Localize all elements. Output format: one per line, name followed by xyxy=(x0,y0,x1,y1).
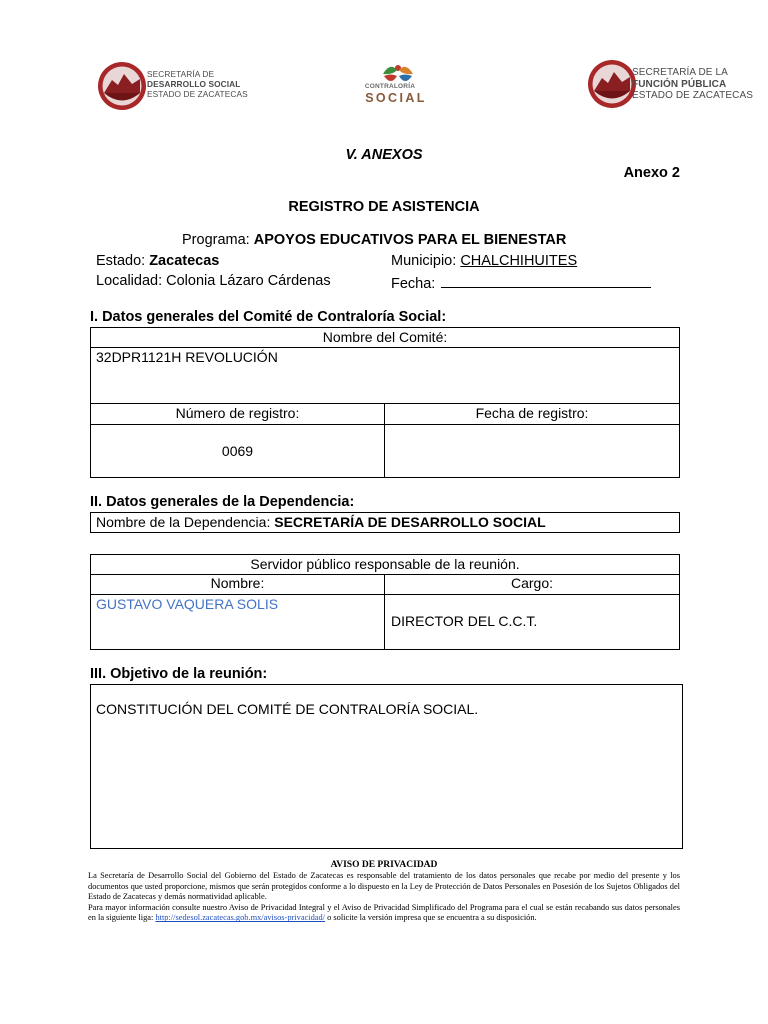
programa-label: Programa: xyxy=(182,232,250,248)
committee-name-header: Nombre del Comité: xyxy=(322,329,448,345)
dependency-table xyxy=(90,512,680,533)
programa-line xyxy=(182,232,566,248)
localidad-line xyxy=(96,273,331,289)
registration-number-value: 0069 xyxy=(221,443,254,459)
privacy-link[interactable]: http://sedesol.zacatecas.gob.mx/avisos-privacidad/ xyxy=(155,913,325,923)
logo-line: SECRETARÍA DE xyxy=(147,69,215,79)
divider xyxy=(91,424,679,425)
objective-box xyxy=(90,684,683,849)
logo-line: ESTADO DE ZACATECAS xyxy=(632,90,753,101)
divider xyxy=(91,347,679,348)
servant-table xyxy=(90,554,680,650)
dependency-row xyxy=(96,514,546,530)
municipio-label: Municipio: xyxy=(391,253,457,269)
logo-line: SECRETARÍA DE LA xyxy=(632,67,728,78)
dependency-value: SECRETARÍA DE DESARROLLO SOCIAL xyxy=(274,514,546,530)
page-title: REGISTRO DE ASISTENCIA xyxy=(288,199,480,215)
divider xyxy=(91,594,679,595)
localidad-value: Colonia Lázaro Cárdenas xyxy=(166,273,331,289)
programa-value: APOYOS EDUCATIVOS PARA EL BIENESTAR xyxy=(253,232,567,248)
privacy-notice xyxy=(88,871,680,924)
zacatecas-seal-icon xyxy=(96,60,148,112)
section-title: V. ANEXOS xyxy=(345,147,423,163)
dependency-label: Nombre de la Dependencia: xyxy=(96,514,271,530)
servant-role-value: DIRECTOR DEL C.C.T. xyxy=(391,613,538,629)
committee-section-title: I. Datos generales del Comité de Contraloría Social: xyxy=(90,309,447,325)
estado-value: Zacatecas xyxy=(149,253,220,269)
logo-line: ESTADO DE ZACATECAS xyxy=(147,89,248,99)
logo-line: SOCIAL xyxy=(365,91,427,105)
localidad-label: Localidad: xyxy=(96,273,163,289)
privacy-title: AVISO DE PRIVACIDAD xyxy=(330,860,438,870)
estado-label: Estado: xyxy=(96,253,146,269)
privacy-text: o solicite la versión impresa que se encuentra a su disposición. xyxy=(325,913,537,923)
committee-table xyxy=(90,327,680,478)
annex-label: Anexo 2 xyxy=(623,165,680,181)
servant-name-value: GUSTAVO VAQUERA SOLIS xyxy=(96,596,279,612)
municipio-value: CHALCHIHUITES xyxy=(460,253,578,269)
committee-name-value: 32DPR1121H REVOLUCIÓN xyxy=(96,349,278,365)
privacy-paragraph: La Secretaría de Desarrollo Social del Gobierno del Estado de Zacatecas es responsable del tratamiento de los datos personales que recabe por medio del presente y los documentos que usted proporcione, mismos que serán protegidos conforme a lo dispuesto en la Ley de Protección de Datos Personales en Posesión de los Sujetos Obligados del Estado de Zacatecas y demás normatividad aplicable. xyxy=(88,871,680,902)
logo-line: DESARROLLO SOCIAL xyxy=(147,79,241,89)
logo-line: CONTRALORÍA xyxy=(364,83,416,90)
privacy-paragraph xyxy=(88,903,680,924)
dependency-section-title: II. Datos generales de la Dependencia: xyxy=(90,494,355,510)
servant-name-header: Nombre: xyxy=(210,575,265,591)
divider xyxy=(91,403,679,404)
zacatecas-seal-icon xyxy=(586,58,638,110)
registration-number-header: Número de registro: xyxy=(175,405,300,421)
servant-role-header: Cargo: xyxy=(510,575,554,591)
fecha-label: Fecha: xyxy=(391,276,436,292)
servant-header: Servidor público responsable de la reunión. xyxy=(250,556,520,572)
objective-section-title: III. Objetivo de la reunión: xyxy=(90,666,268,682)
privacy-text: Para mayor información consulte nuestro Aviso de Privacidad Integral y el Aviso de Privacidad Simplificado del Programa para el cual se están recabando sus datos personales en la siguiente liga: xyxy=(88,902,680,923)
divider xyxy=(384,574,385,649)
estado-line xyxy=(96,253,219,269)
objective-value: CONSTITUCIÓN DEL COMITÉ DE CONTRALORÍA SOCIAL. xyxy=(96,701,479,717)
fecha-line xyxy=(391,273,651,292)
registration-date-header: Fecha de registro: xyxy=(475,405,589,421)
logo-line: FUNCIÓN PÚBLICA xyxy=(632,78,727,90)
fecha-blank[interactable] xyxy=(441,273,651,288)
municipio-line xyxy=(391,253,577,269)
